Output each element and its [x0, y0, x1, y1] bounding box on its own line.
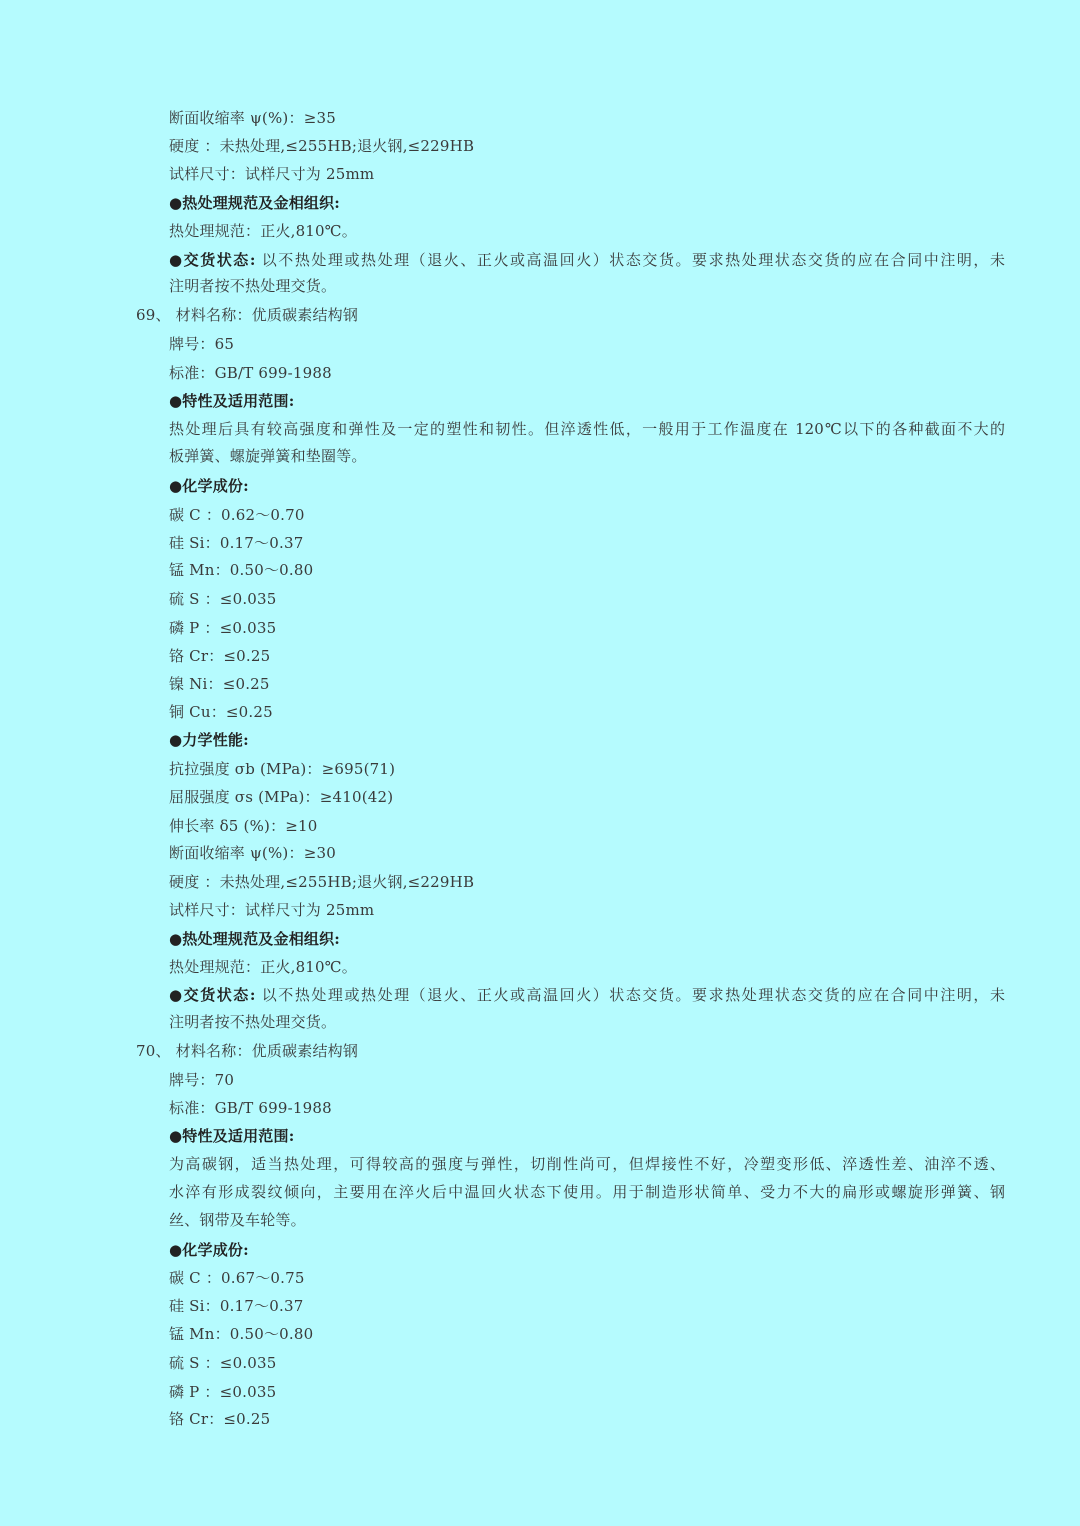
item-69-properties-heading: ●特性及适用范围:: [169, 392, 295, 410]
hardness: 硬度 ：未热处理,≤255HB;退火钢,≤229HB: [169, 137, 475, 155]
item-69-elongation: 伸长率 δ5 (%)：≥10: [169, 817, 318, 835]
item-70-chem-silicon: 硅 Si：0.17～0.37: [169, 1297, 304, 1315]
item-69-chem-copper: 铜 Cu：≤0.25: [169, 703, 273, 721]
item-69-chemical-heading: ●化学成份:: [169, 477, 249, 495]
item-70-standard: 标准：GB/T 699-1988: [169, 1099, 332, 1117]
heat-treatment-spec: 热处理规范：正火,810℃。: [169, 222, 357, 240]
item-70-chemical-heading: ●化学成份:: [169, 1241, 249, 1259]
delivery-state-text: 以不热处理或热处理（退火、正火或高温回火）状态交货。要求热处理状态交货的应在合同中注明，未: [261, 251, 1005, 269]
item-69-delivery-state-text: 以不热处理或热处理（退火、正火或高温回火）状态交货。要求热处理状态交货的应在合同中注明，未: [261, 986, 1005, 1004]
delivery-state-label: ●交货状态:: [169, 251, 256, 269]
item-69-delivery-state-line-1: [169, 985, 1005, 1005]
item-70-properties-line-3: 丝、钢带及车轮等。: [169, 1211, 306, 1229]
item-69-chem-nickel: 镍 Ni：≤0.25: [169, 675, 270, 693]
delivery-state-line-2: 注明者按不热处理交货。: [169, 277, 337, 295]
item-70-chem-manganese: 锰 Mn：0.50～0.80: [169, 1325, 314, 1343]
item-69-delivery-state-label: ●交货状态:: [169, 986, 256, 1004]
item-70-chem-carbon: 碳 C ：0.67～0.75: [169, 1269, 305, 1287]
item-70-chem-chromium: 铬 Cr：≤0.25: [169, 1410, 271, 1428]
item-69-hardness: 硬度 ：未热处理,≤255HB;退火钢,≤229HB: [169, 873, 475, 891]
item-69-chem-chromium: 铬 Cr：≤0.25: [169, 647, 271, 665]
item-69-standard: 标准：GB/T 699-1988: [169, 364, 332, 382]
item-69-chem-sulfur: 硫 S ：≤0.035: [169, 590, 277, 608]
item-69-sample-size: 试样尺寸：试样尺寸为 25mm: [169, 901, 375, 919]
item-70-title: 70、 材料名称：优质碳素结构钢: [136, 1042, 359, 1060]
item-69-reduction-of-area: 断面收缩率 ψ(%)：≥30: [169, 844, 336, 862]
item-69-grade: 牌号：65: [169, 335, 235, 353]
item-69-title: 69、 材料名称：优质碳素结构钢: [136, 306, 359, 324]
item-69-heat-treatment-heading: ●热处理规范及金相组织:: [169, 930, 341, 948]
item-69-mechanical-heading: ●力学性能:: [169, 731, 249, 749]
item-69-heat-treatment-spec: 热处理规范：正火,810℃。: [169, 958, 357, 976]
item-69-properties-line-2: 板弹簧、螺旋弹簧和垫圈等。: [169, 447, 367, 465]
item-69-delivery-state-line-2: 注明者按不热处理交货。: [169, 1013, 337, 1031]
item-69-tensile-strength: 抗拉强度 σb (MPa)：≥695(71): [169, 760, 396, 778]
item-70-properties-line-2: 水淬有形成裂纹倾向，主要用在淬火后中温回火状态下使用。用于制造形状简单、受力不大的扁形或螺旋形弹簧、钢: [169, 1183, 1005, 1201]
item-70-chem-sulfur: 硫 S ：≤0.035: [169, 1354, 277, 1372]
item-69-chem-manganese: 锰 Mn：0.50～0.80: [169, 561, 314, 579]
item-70-properties-line-1: 为高碳钢，适当热处理，可得较高的强度与弹性，切削性尚可，但焊接性不好，冷塑变形低、淬透性差、油淬不透、: [169, 1155, 1005, 1173]
item-69-chem-silicon: 硅 Si：0.17～0.37: [169, 534, 304, 552]
item-70-grade: 牌号：70: [169, 1071, 235, 1089]
heat-treatment-heading: ●热处理规范及金相组织:: [169, 194, 341, 212]
sample-size: 试样尺寸：试样尺寸为 25mm: [169, 165, 375, 183]
delivery-state-line-1: [169, 250, 1005, 270]
item-69-yield-strength: 屈服强度 σs (MPa)：≥410(42): [169, 788, 394, 806]
item-69-chem-carbon: 碳 C ：0.62～0.70: [169, 506, 305, 524]
item-70-properties-heading: ●特性及适用范围:: [169, 1127, 295, 1145]
item-69-properties-line-1: 热处理后具有较高强度和弹性及一定的塑性和韧性。但淬透性低，一般用于工作温度在 120℃以下的各种截面不大的: [169, 420, 1005, 438]
reduction-of-area: 断面收缩率 ψ(%)：≥35: [169, 109, 336, 127]
item-69-chem-phosphorus: 磷 P ：≤0.035: [169, 619, 277, 637]
item-70-chem-phosphorus: 磷 P ：≤0.035: [169, 1383, 277, 1401]
